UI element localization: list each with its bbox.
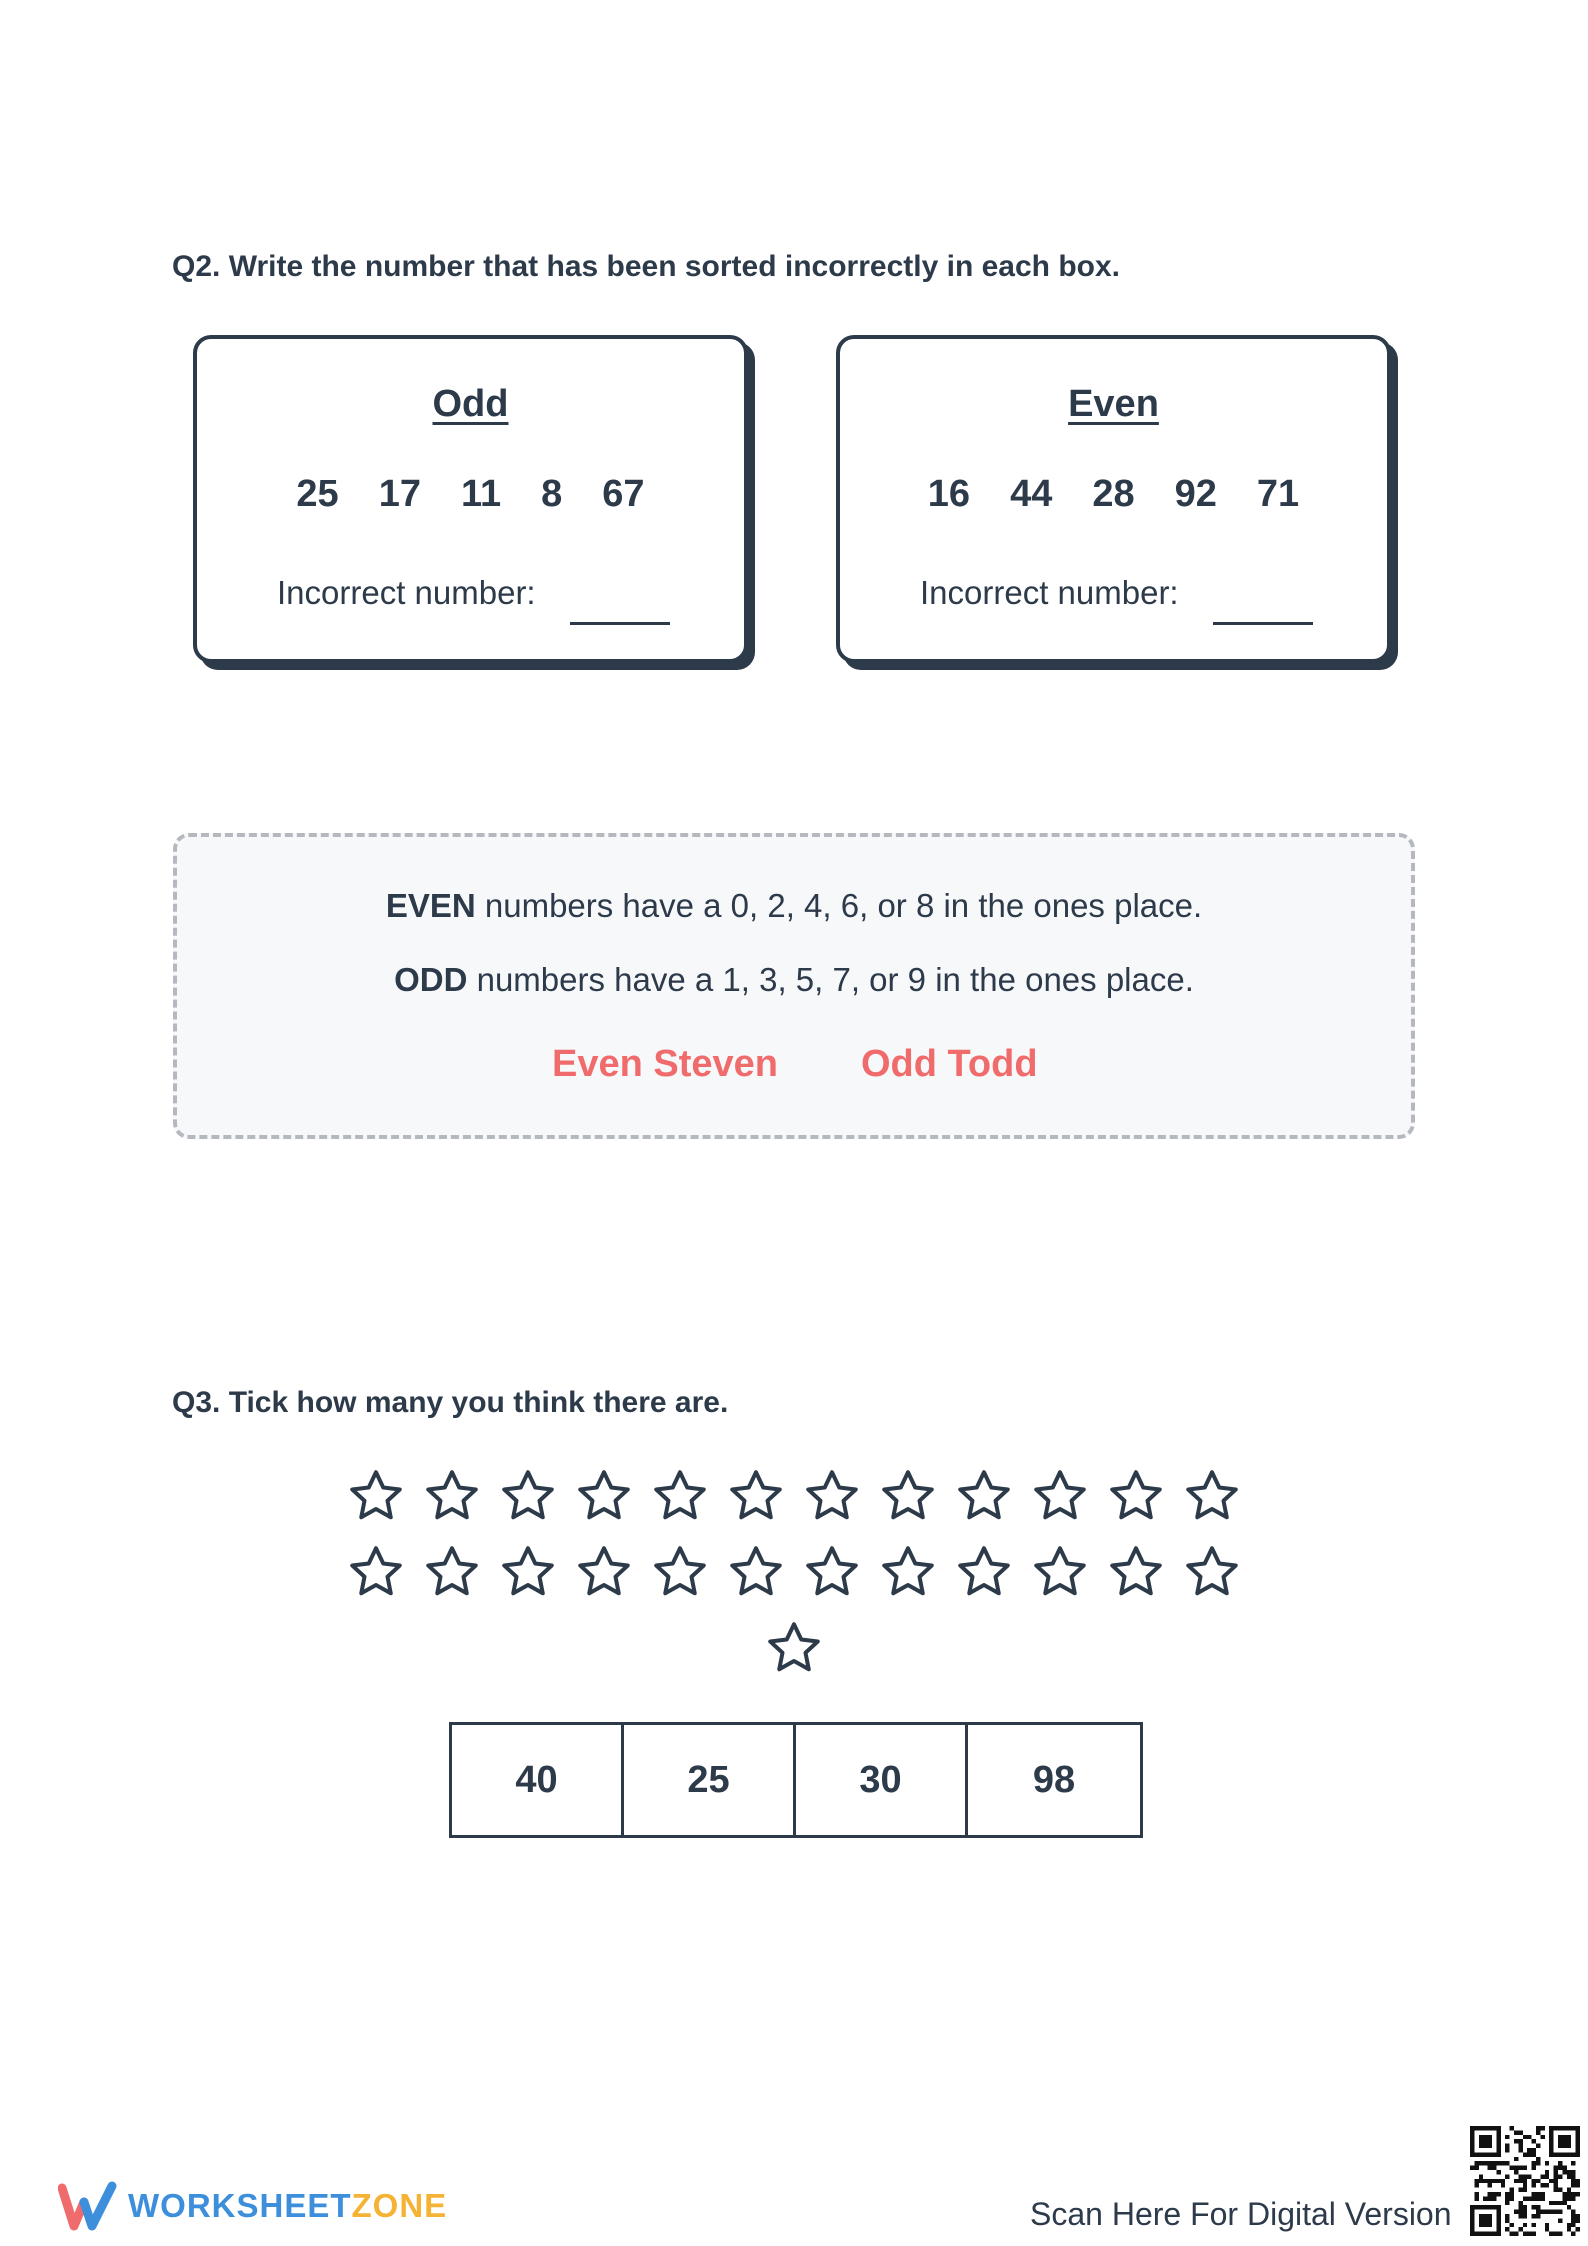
worksheetzone-logo <box>58 2180 447 2232</box>
even-steven-label: Even Steven <box>552 1043 778 1085</box>
q3-question-title: Q3. Tick how many you think there are. <box>172 1386 729 1419</box>
logo-word-worksheet: WORKSHEET <box>128 2187 352 2224</box>
answer-option[interactable]: 30 <box>796 1725 968 1835</box>
even-rule-keyword: EVEN <box>385 887 476 924</box>
star-outline-icon <box>870 1534 946 1610</box>
star-row <box>0 1610 1588 1686</box>
star-outline-icon <box>870 1458 946 1534</box>
scan-instruction: Scan Here For Digital Version <box>1030 2196 1452 2232</box>
even-box-heading: Even <box>1068 383 1159 425</box>
star-outline-icon <box>1022 1458 1098 1534</box>
star-outline-icon <box>794 1458 870 1534</box>
star-outline-icon <box>566 1458 642 1534</box>
odd-answer-blank[interactable] <box>570 622 670 625</box>
number: 71 <box>1256 473 1300 515</box>
odd-rule-text: numbers have a 1, 3, 5, 7, or 9 in the ones place. <box>467 961 1194 998</box>
star-outline-icon <box>642 1458 718 1534</box>
odd-box-numbers <box>197 473 744 516</box>
star-grid <box>0 1458 1588 1686</box>
star-outline-icon <box>946 1458 1022 1534</box>
number: 92 <box>1174 473 1217 515</box>
star-outline-icon <box>414 1458 490 1534</box>
even-box-numbers <box>840 473 1387 516</box>
star-outline-icon <box>338 1534 414 1610</box>
odd-sort-box <box>193 335 748 663</box>
even-rule-line <box>177 887 1411 925</box>
star-outline-icon <box>1174 1458 1250 1534</box>
number: 16 <box>927 473 971 515</box>
star-outline-icon <box>718 1534 794 1610</box>
star-outline-icon <box>490 1458 566 1534</box>
number: 8 <box>541 473 563 515</box>
logo-word-zone: ZONE <box>351 2187 448 2224</box>
star-row <box>0 1534 1588 1610</box>
star-outline-icon <box>1098 1534 1174 1610</box>
odd-box-heading: Odd <box>432 383 509 425</box>
answer-option[interactable]: 98 <box>1032 1758 1076 1801</box>
odd-incorrect-prompt: Incorrect number: <box>277 574 536 611</box>
star-outline-icon <box>794 1534 870 1610</box>
number: 28 <box>1092 473 1135 515</box>
star-outline-icon <box>642 1534 718 1610</box>
answer-option[interactable]: 40 <box>452 1725 624 1835</box>
logo-wordmark <box>128 2187 447 2225</box>
star-outline-icon <box>566 1534 642 1610</box>
qr-code-icon[interactable] <box>1470 2126 1580 2236</box>
rule-info-box <box>173 833 1415 1139</box>
number: 67 <box>602 473 645 515</box>
number: 11 <box>460 473 502 515</box>
star-outline-icon <box>946 1534 1022 1610</box>
even-answer-blank[interactable] <box>1213 622 1313 625</box>
star-outline-icon <box>490 1534 566 1610</box>
star-outline-icon <box>1174 1534 1250 1610</box>
w-logo-icon <box>58 2180 118 2232</box>
star-outline-icon <box>718 1458 794 1534</box>
q2-question-title: Q2. Write the number that has been sorted incorrectly in each box. <box>172 250 1121 283</box>
star-row <box>0 1458 1588 1534</box>
number: 25 <box>296 473 339 515</box>
star-outline-icon <box>338 1458 414 1534</box>
star-outline-icon <box>414 1534 490 1610</box>
star-outline-icon <box>1022 1534 1098 1610</box>
even-sort-box <box>836 335 1391 663</box>
odd-rule-line <box>177 961 1411 999</box>
star-outline-icon <box>1098 1458 1174 1534</box>
odd-todd-label: Odd Todd <box>861 1043 1038 1085</box>
number: 44 <box>1010 473 1053 515</box>
even-rule-text: numbers have a 0, 2, 4, 6, or 8 in the ones place. <box>475 887 1203 924</box>
star-outline-icon <box>756 1610 832 1686</box>
answer-option[interactable]: 25 <box>624 1725 796 1835</box>
even-incorrect-prompt: Incorrect number: <box>920 574 1179 611</box>
odd-rule-keyword: ODD <box>394 961 468 998</box>
answer-options-table <box>449 1722 1143 1838</box>
number: 17 <box>378 473 421 515</box>
